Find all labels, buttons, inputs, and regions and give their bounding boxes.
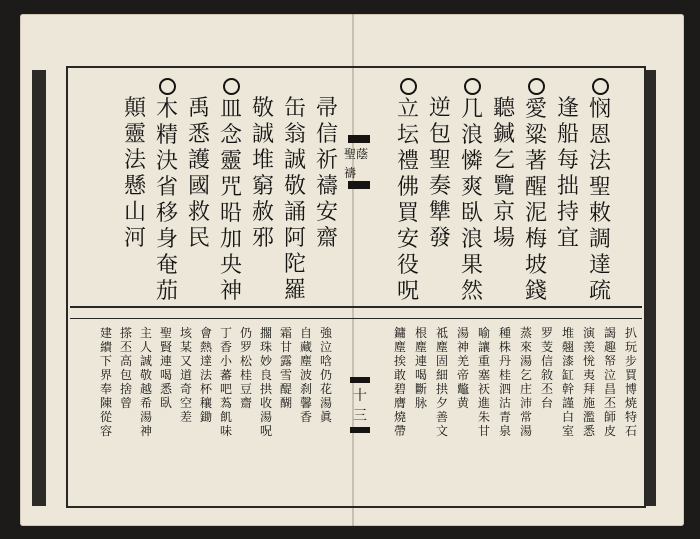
circle-mark bbox=[223, 78, 240, 95]
verse-column: 愛 粱 著 醒 泥 梅 坡 錢 bbox=[525, 78, 547, 305]
caption-bracket-bottom bbox=[348, 181, 370, 189]
verse-column: 聽 鍼 乞 覽 京 場 bbox=[493, 96, 516, 251]
note-column: 演 羡 恱 夷 拜 施 濫 悉 bbox=[583, 326, 596, 438]
note-column: 主 人 誠 敬 越 希 湯 神 bbox=[140, 326, 153, 438]
note-column: 仍 罗 松 桂 豆 齋 bbox=[240, 326, 253, 410]
circle-mark bbox=[592, 78, 609, 95]
note-column: 建 繢 下 界 奉 陳 從 容 bbox=[100, 326, 113, 438]
note-column: 強 泣 唅 仍 花 湯 眞 bbox=[320, 326, 333, 424]
note-column: 搽 丕 高 包 捨 曾 bbox=[120, 326, 133, 410]
verse-column: 皿 念 靈 咒 㫟 加 央 神 bbox=[220, 78, 242, 305]
verse-column: 缶 翁 誠 敬 誦 阿 陀 羅 bbox=[284, 96, 307, 303]
verse-column: 几 浪 憐 爽 臥 浪 果 然 bbox=[461, 78, 483, 305]
note-column: 堆 翹 漆 缸 幹 謹 白 室 bbox=[562, 326, 575, 438]
note-column: 蒸 來 湯 乞 庄 沛 常 湯 bbox=[520, 326, 533, 438]
verse-column: 禹 悉 護 國 救 民 bbox=[188, 96, 211, 251]
note-column: 擱 珠 妙 良 拱 收 湯 呪 bbox=[260, 326, 273, 438]
note-column: 聖 賢 連 喝 悉 臥 bbox=[160, 326, 173, 410]
section-caption bbox=[344, 135, 374, 189]
verse-column: 敬 誠 堆 窮 赦 邪 bbox=[252, 96, 275, 251]
verse-column: 逆 包 聖 奏 犨 發 bbox=[429, 96, 452, 251]
note-column: 罗 芰 信 敘 丕 台 bbox=[541, 326, 554, 410]
note-column: 會 熱 達 法 杯 穰 鋤 bbox=[200, 326, 213, 424]
note-column: 湯 神 羌 帝 鼈 黄 bbox=[457, 326, 470, 410]
left-margin-edge bbox=[32, 70, 46, 506]
circle-mark bbox=[159, 78, 176, 95]
note-column: 謁 趣 帑 泣 昌 丕 師 皮 bbox=[604, 326, 617, 438]
note-column: 根 塵 連 喝 斷 脉 bbox=[415, 326, 428, 410]
note-column: 祗 塵 固 細 拱 夕 善 文 bbox=[436, 326, 449, 438]
page-number-bracket-bottom bbox=[350, 427, 370, 433]
note-column: 鏞 塵 挨 敢 碧 膺 燒 帶 bbox=[394, 326, 407, 438]
verse-column: 帚 信 祈 禱 安 齋 bbox=[316, 96, 339, 251]
verse-column: 顛 靈 法 懸 山 河 bbox=[124, 96, 147, 251]
note-column: 種 株 丹 桂 泗 沽 青 泉 bbox=[499, 326, 512, 438]
note-column: 喻 讓 重 塞 祆 進 朱 甘 bbox=[478, 326, 491, 438]
caption-bracket-top bbox=[348, 135, 370, 143]
frame-divider-thin bbox=[70, 318, 642, 319]
verse-column: 悯 恩 法 聖 敕 調 達 疏 bbox=[589, 78, 611, 305]
verse-column: 立 坛 禮 佛 買 安 役 呪 bbox=[397, 78, 419, 305]
circle-mark bbox=[528, 78, 545, 95]
page-number-text: 十 三 bbox=[353, 388, 367, 424]
note-column: 自 藏 塵 波 刹 馨 香 bbox=[300, 326, 313, 424]
circle-mark bbox=[464, 78, 481, 95]
page-number-bracket-top bbox=[350, 377, 370, 383]
note-column: 霜 甘 露 雪 醍 醐 bbox=[280, 326, 293, 410]
note-column: 扒 玩 步 買 博 焼 特 石 bbox=[625, 326, 638, 438]
caption-text: 聖蔭禱 bbox=[344, 147, 369, 180]
right-margin-edge bbox=[646, 70, 656, 506]
note-column: 垓 某 又 道 奇 空 差 bbox=[180, 326, 193, 424]
page-number bbox=[343, 375, 377, 435]
verse-column: 木 精 決 省 移 身 奄 茄 bbox=[156, 78, 178, 305]
note-column: 丁 香 小 蕃 吧 蒍 飢 味 bbox=[220, 326, 233, 438]
frame-divider bbox=[70, 306, 642, 308]
verse-column: 逢 船 每 拙 持 宜 bbox=[557, 96, 580, 251]
circle-mark bbox=[400, 78, 417, 95]
